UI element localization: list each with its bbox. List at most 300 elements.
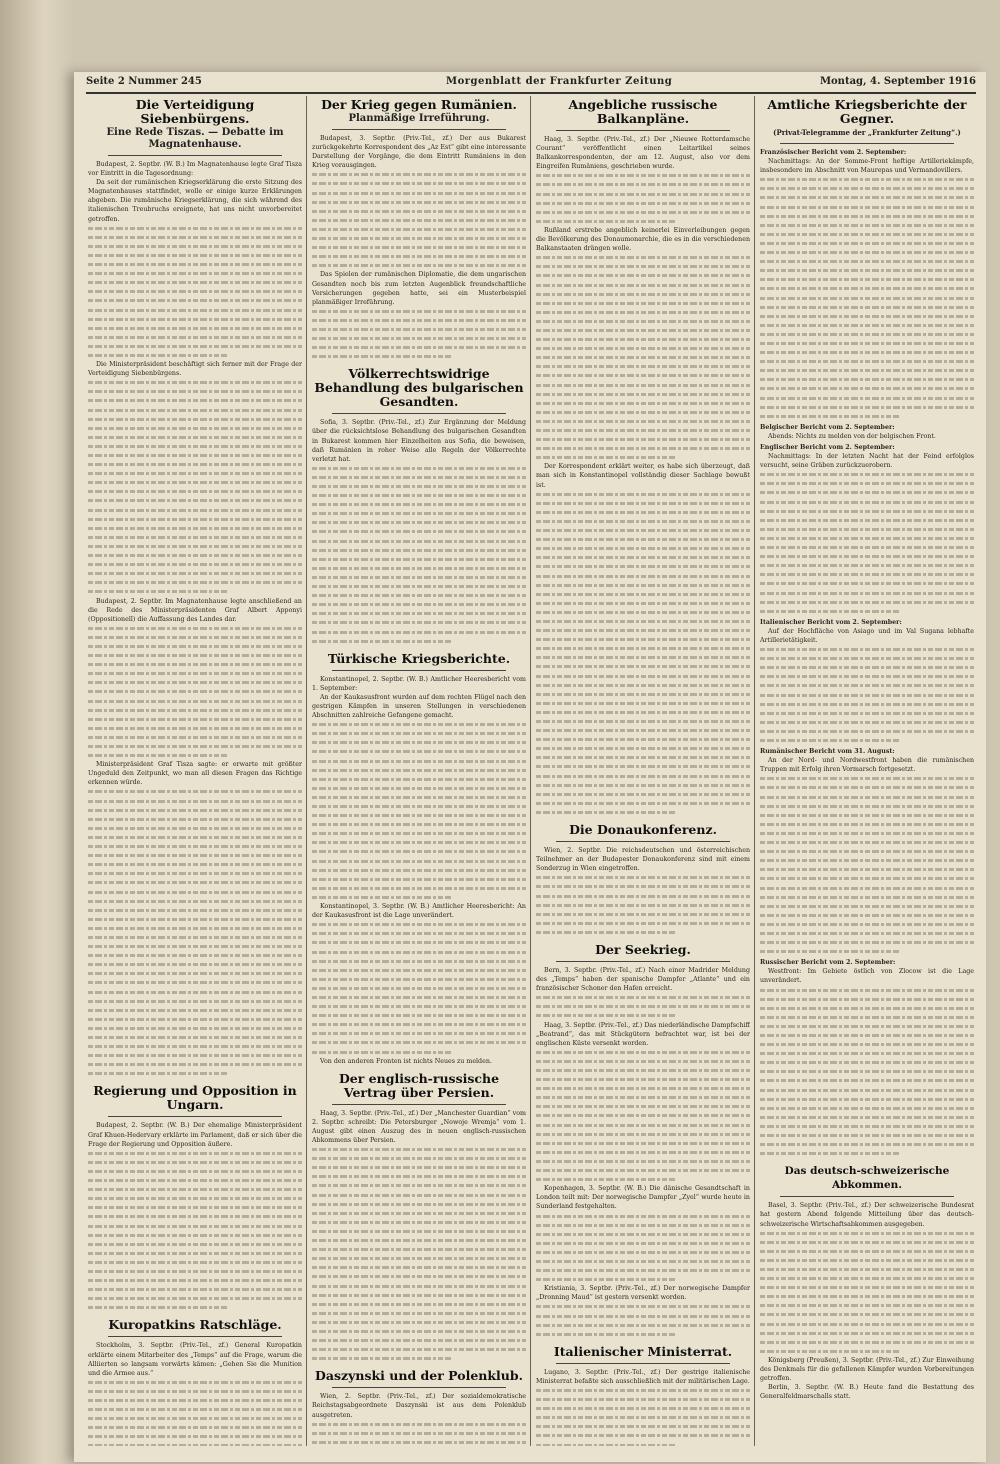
text-line — [536, 635, 750, 644]
text-line — [536, 453, 750, 462]
text-line — [760, 911, 974, 920]
text-line — [536, 326, 750, 335]
text-line — [88, 306, 302, 315]
text-line — [88, 315, 302, 324]
text-line — [760, 1086, 974, 1095]
text-line — [536, 544, 750, 553]
text-line — [88, 387, 302, 396]
text-line — [312, 1029, 526, 1038]
text-line — [536, 408, 750, 417]
text-line — [536, 499, 750, 508]
text-line — [88, 260, 302, 269]
text-line — [760, 838, 974, 847]
text-line — [536, 790, 750, 799]
text-line — [88, 751, 302, 760]
text-line — [312, 509, 526, 518]
article-paragraph: Rußland erstrebe angeblich keinerlei Einverleibungen gegen die Bevölkerung des Donaumonarchie, die es in die verschiedenen Balkanstaaten drängen wolle. — [536, 226, 750, 253]
report-heading: Französischer Bericht vom 2. September: — [760, 149, 907, 156]
text-line — [88, 860, 302, 869]
text-line — [312, 1020, 526, 1029]
header-rule — [86, 92, 976, 94]
text-line — [760, 488, 974, 497]
text-line — [88, 378, 302, 387]
text-line — [760, 902, 974, 911]
text-line — [536, 1239, 750, 1248]
text-line — [312, 252, 526, 261]
text-line — [88, 1267, 302, 1276]
text-line — [88, 1069, 302, 1078]
text-line — [88, 724, 302, 733]
text-line — [536, 353, 750, 362]
text-line — [536, 253, 750, 262]
text-line — [312, 491, 526, 500]
text-line — [312, 784, 526, 793]
text-line — [88, 706, 302, 715]
article-paragraph: Budapest, 3. Septbr. (Priv.-Tel., zf.) Der aus Bukarest zurückgekehrte Korrespondent des „Az Est“ gibt eine interessante Darstellung der Vorgänge, die dem Eintritt Rumäniens in den Krieg vorausgingen. — [312, 135, 526, 170]
text-line — [760, 321, 974, 330]
text-line — [536, 1413, 750, 1422]
article-paragraph: Der Korrespondent erklärt weiter, es habe sich überzeugt, daß man sich in Konstantinopel vollständig dieser Sachlage bewußt ist. — [536, 463, 750, 489]
text-line — [536, 1422, 750, 1431]
text-line — [88, 551, 302, 560]
text-line — [88, 715, 302, 724]
text-line — [312, 1309, 526, 1318]
text-line — [536, 735, 750, 744]
text-line — [88, 278, 302, 287]
text-line — [536, 608, 750, 617]
text-line — [88, 506, 302, 515]
text-line — [88, 269, 302, 278]
text-line — [536, 308, 750, 317]
article-rule — [556, 1363, 730, 1364]
text-line — [760, 986, 974, 995]
text-line — [760, 700, 974, 709]
text-line — [760, 947, 974, 956]
article-rule — [780, 143, 954, 144]
text-line — [312, 1291, 526, 1300]
text-line — [536, 681, 750, 690]
text-line — [536, 390, 750, 399]
article-rule — [108, 1336, 282, 1337]
text-line — [760, 802, 974, 811]
text-line — [312, 1345, 526, 1354]
article-title: Italienischer Ministerrat. — [553, 1343, 733, 1359]
text-line — [88, 406, 302, 415]
text-line — [536, 508, 750, 517]
article — [536, 943, 750, 1339]
text-line — [312, 884, 526, 893]
report-heading: Rumänischer Bericht vom 31. August: — [760, 748, 895, 756]
article-paragraph: Das Spielen der rumänischen Diplomatie, die dem ungarischen Gesandten noch bis zum letzten Augenblick freundschaftliche Versicherungen gegeben hatte, sei ein Musterbeispiel planmäßiger Irreführung. — [312, 271, 526, 306]
text-line — [760, 1031, 974, 1040]
text-line — [312, 775, 526, 784]
text-line — [88, 697, 302, 706]
text-line — [760, 1247, 974, 1256]
text-line — [88, 433, 302, 442]
text-line — [312, 1002, 526, 1011]
text-line — [760, 184, 974, 193]
text-line — [760, 230, 974, 239]
text-line — [536, 1404, 750, 1413]
text-line — [760, 663, 974, 672]
text-line — [88, 1185, 302, 1194]
text-line — [760, 847, 974, 856]
text-line — [536, 1166, 750, 1175]
article-paragraph: Die Ministerpräsident beschäftigt sich ferner mit der Frage der Verteidigung Siebenbürgens. — [88, 361, 302, 378]
text-line — [536, 744, 750, 753]
article — [312, 1369, 526, 1446]
text-line — [536, 262, 750, 271]
text-line — [760, 266, 974, 275]
text-line — [536, 726, 750, 735]
article-rule — [556, 130, 730, 131]
article-title: Türkische Kriegsberichte. — [327, 650, 511, 666]
article-title: Die Verteidigung Siebenbürgens. — [135, 97, 255, 126]
article-paragraph: Da seit der rumänischen Kriegserklärung die erste Sitzung des Magnatenhauses stattfindet, wolle er einige kurze Erklärungen abgeben. Die rumänische Kriegserklärung, die sich während des italienischen Treubruchs ereignete, hat uns nicht unvorbereitet getroffen. — [88, 179, 302, 223]
text-line — [536, 381, 750, 390]
text-line — [760, 1347, 974, 1356]
text-line — [88, 396, 302, 405]
text-line — [312, 1354, 526, 1363]
report-heading: Englischer Bericht vom 2. September: — [760, 444, 895, 451]
text-line — [760, 783, 974, 792]
text-line — [760, 1292, 974, 1301]
text-line — [312, 1154, 526, 1163]
text-line — [88, 1203, 302, 1212]
column-3 — [536, 96, 750, 1446]
text-line — [536, 662, 750, 671]
text-line — [88, 651, 302, 660]
text-line — [536, 892, 750, 901]
text-line — [312, 1263, 526, 1272]
text-line — [88, 1176, 302, 1185]
article-paragraph: Auf der Hochfläche von Asiago und im Val Sugana lebhafte Artillerietätigkeit. — [760, 627, 974, 644]
text-line — [88, 487, 302, 496]
article — [536, 98, 750, 817]
text-line — [88, 733, 302, 742]
text-line — [312, 609, 526, 618]
text-line — [760, 893, 974, 902]
text-line — [88, 451, 302, 460]
text-line — [88, 1249, 302, 1258]
text-line — [760, 874, 974, 883]
text-line — [760, 654, 974, 663]
article-rule — [556, 841, 730, 842]
text-line — [88, 842, 302, 851]
article-rule — [780, 1196, 954, 1197]
text-line — [760, 1274, 974, 1283]
text-line — [312, 482, 526, 491]
text-line — [536, 444, 750, 453]
text-line — [88, 1042, 302, 1051]
text-line — [760, 645, 974, 654]
text-line — [88, 1015, 302, 1024]
text-line — [88, 633, 302, 642]
text-line — [760, 1022, 974, 1031]
text-line — [536, 1248, 750, 1257]
text-line — [536, 928, 750, 937]
article-rule — [332, 413, 506, 414]
text-line — [536, 344, 750, 353]
text-line — [536, 1148, 750, 1157]
article-title: Angebliche russische Balkanpläne. — [568, 97, 718, 126]
text-line — [88, 642, 302, 651]
text-line — [312, 1327, 526, 1336]
text-line — [312, 838, 526, 847]
text-line — [88, 1378, 302, 1387]
text-line — [536, 435, 750, 444]
article-title: Das deutsch-schweizerische Abkommen. — [784, 1165, 950, 1192]
text-line — [536, 672, 750, 681]
text-line — [312, 1336, 526, 1345]
text-line — [88, 1033, 302, 1042]
text-line — [88, 478, 302, 487]
text-line — [760, 1140, 974, 1149]
text-line — [760, 1076, 974, 1085]
text-line — [536, 190, 750, 199]
text-line — [760, 598, 974, 607]
text-line — [536, 1395, 750, 1404]
article-title: Der englisch-russische Vertrag über Persien. — [338, 1070, 500, 1100]
article-paragraph: Königsberg (Preußen), 3. Septbr. (Priv.-Tel., zf.) Zur Einweihung des Denkmals für die gefallenen Kämpfer wurden Vorbereitungen getroffen. — [760, 1356, 974, 1383]
text-line — [312, 757, 526, 766]
text-line — [312, 189, 526, 198]
text-line — [536, 335, 750, 344]
text-line — [760, 938, 974, 947]
text-line — [312, 225, 526, 234]
text-line — [760, 525, 974, 534]
text-line — [760, 498, 974, 507]
text-line — [536, 762, 750, 771]
text-line — [536, 1266, 750, 1275]
text-line — [760, 570, 974, 579]
text-line — [760, 1104, 974, 1113]
article — [88, 98, 302, 1078]
text-line — [536, 290, 750, 299]
text-line — [536, 1130, 750, 1139]
text-line — [760, 412, 974, 421]
text-line — [536, 1066, 750, 1075]
text-line — [88, 1423, 302, 1432]
text-line — [88, 942, 302, 951]
article-paragraph: An der Nord- und Nordwestfront haben die rumänischen Truppen mit Erfolg ihren Vormarsch fortgesetzt. — [760, 757, 974, 774]
text-line — [536, 1084, 750, 1093]
text-line — [760, 811, 974, 820]
text-line — [88, 1276, 302, 1285]
text-line — [88, 233, 302, 242]
text-line — [760, 339, 974, 348]
text-line — [536, 199, 750, 208]
text-line — [536, 1002, 750, 1011]
text-line — [312, 637, 526, 646]
text-line — [760, 516, 974, 525]
text-line — [312, 1254, 526, 1263]
article — [312, 1072, 526, 1364]
text-line — [312, 1172, 526, 1181]
text-line — [536, 1111, 750, 1120]
article — [312, 367, 526, 645]
text-line — [312, 866, 526, 875]
text-line — [88, 1167, 302, 1176]
text-line — [536, 781, 750, 790]
text-line — [88, 1303, 302, 1312]
text-line — [536, 1312, 750, 1321]
text-line — [536, 1212, 750, 1221]
article-paragraph: Wien, 2. Septbr. (Priv.-Tel., zf.) Der sozialdemokratische Reichstagsabgeordnete Daszynski ist aus dem Polenklub ausgetreten. — [312, 1393, 526, 1419]
text-line — [536, 708, 750, 717]
text-line — [312, 307, 526, 316]
text-line — [536, 1157, 750, 1166]
article-subtitle: Planmäßige Irreführung. — [348, 113, 490, 124]
text-line — [312, 948, 526, 957]
text-line — [312, 618, 526, 627]
text-line — [312, 564, 526, 573]
text-line — [312, 198, 526, 207]
text-line — [760, 995, 974, 1004]
text-line — [88, 1194, 302, 1203]
text-line — [760, 561, 974, 570]
article-paragraph: Konstantinopel, 2. Septbr. (W. B.) Amtlicher Heeresbericht vom 1. September: — [312, 675, 526, 692]
text-line — [88, 997, 302, 1006]
text-line — [312, 352, 526, 361]
text-line — [88, 897, 302, 906]
issue-date: Montag, 4. September 1916 — [819, 76, 976, 87]
text-line — [312, 555, 526, 564]
column-divider — [306, 96, 307, 1446]
text-line — [760, 856, 974, 865]
text-line — [312, 207, 526, 216]
text-line — [312, 343, 526, 352]
article-paragraph: Sofia, 3. Septbr. (Priv.-Tel., zf.) Zur Ergänzung der Meldung über die rücksichtslose Behandlung des bulgarischen Gesandten in Bukarest kommen hier Einzelheiten aus Sofia, die beweisen, daß Rumänien in roher Weise alle Regeln der Völkerrechte verletzt hat. — [312, 419, 526, 463]
text-line — [536, 626, 750, 635]
text-line — [312, 875, 526, 884]
text-line — [312, 720, 526, 729]
article-paragraph: Stockholm, 3. Septbr. (Priv.-Tel., zf.) General Kuropatkin erklärte einem Mitarbeiter des „Temps“ auf die Frage, warum die Alliierten so langsam vorwärts kämen: „Gehen Sie die Munition und die Armee aus.“ — [88, 1342, 302, 1377]
text-line — [536, 1257, 750, 1266]
text-line — [312, 334, 526, 343]
text-line — [760, 1149, 974, 1158]
text-line — [312, 1227, 526, 1236]
article-paragraph: Nachmittags: An der Somme-Front heftige Artilleriekämpfe, insbesondere im Abschnitt von Maurepas und Vermandovillers. — [760, 158, 974, 175]
text-line — [312, 993, 526, 1002]
text-line — [88, 1149, 302, 1158]
text-line — [312, 957, 526, 966]
text-line — [88, 906, 302, 915]
article-paragraph: Westfront: Im Gebiete östlich von Zlocow ist die Lage unverändert. — [760, 968, 974, 985]
text-line — [760, 193, 974, 202]
article-paragraph: Wien, 2. Septbr. Die reichsdeutschen und österreichischen Teilnehmer an der Budapester Donaukonferenz sind mit einem Sonderzug in Wien eingetroffen. — [536, 847, 750, 873]
text-line — [536, 717, 750, 726]
text-line — [760, 1320, 974, 1329]
text-line — [536, 1048, 750, 1057]
text-line — [88, 742, 302, 751]
text-line — [760, 534, 974, 543]
text-line — [88, 1051, 302, 1060]
text-line — [760, 479, 974, 488]
text-line — [312, 527, 526, 536]
text-line — [536, 1230, 750, 1239]
article-title: Regierung und Opposition in Ungarn. — [93, 1083, 297, 1113]
text-line — [536, 910, 750, 919]
text-line — [312, 179, 526, 188]
text-line — [88, 933, 302, 942]
text-line — [760, 1058, 974, 1067]
article-rule — [332, 670, 506, 671]
article — [760, 1164, 974, 1401]
text-line — [760, 384, 974, 393]
text-line — [88, 251, 302, 260]
text-line — [760, 212, 974, 221]
text-line — [536, 901, 750, 910]
text-line — [536, 1057, 750, 1066]
text-line — [88, 806, 302, 815]
text-line — [88, 1414, 302, 1423]
column-4 — [760, 96, 974, 1446]
article-title: Die Donaukonferenz. — [569, 822, 717, 838]
article — [536, 823, 750, 937]
text-line — [760, 589, 974, 598]
text-line — [88, 833, 302, 842]
report-heading: Russischer Bericht vom 2. September: — [760, 959, 896, 967]
article-paragraph: Haag, 3. Septbr. (Priv.-Tel., zf.) Der „Manchester Guardian“ vom 2. Septbr. schreibt: Die Petersburger „Nowoje Wremja“ vom 1. August gibt einen Auszug des in neuen englisch-russischen Abkommens über Persien. — [312, 1109, 526, 1144]
text-line — [88, 578, 302, 587]
text-line — [760, 275, 974, 284]
text-line — [536, 919, 750, 928]
text-line — [760, 736, 974, 745]
text-line — [760, 403, 974, 412]
text-line — [760, 203, 974, 212]
text-line — [312, 473, 526, 482]
page-header — [86, 76, 976, 90]
text-line — [536, 171, 750, 180]
text-line — [312, 216, 526, 225]
text-line — [536, 699, 750, 708]
text-line — [312, 261, 526, 270]
text-line — [760, 1256, 974, 1265]
text-line — [312, 729, 526, 738]
text-line — [88, 1212, 302, 1221]
text-line — [760, 543, 974, 552]
text-line — [88, 660, 302, 669]
text-line — [536, 1330, 750, 1339]
text-line — [536, 399, 750, 408]
text-line — [312, 975, 526, 984]
text-line — [88, 1231, 302, 1240]
article-paragraph: Lugano, 3. Septbr. (Priv.-Tel., zf.) Der gestrige italienische Ministerrat befaßte sich ausschließlich mit der militärischen Lage. — [536, 1368, 750, 1385]
article-paragraph: Nachmittags: In der letzten Nacht hat der Feind erfolglos versucht, seine Gräben zurückzuerobern. — [760, 453, 974, 470]
text-line — [760, 312, 974, 321]
text-line — [760, 248, 974, 257]
text-line — [536, 753, 750, 762]
text-line — [536, 590, 750, 599]
text-line — [312, 1011, 526, 1020]
text-line — [536, 873, 750, 882]
column-2 — [312, 96, 526, 1446]
text-line — [536, 799, 750, 808]
text-line — [536, 1093, 750, 1102]
text-line — [312, 1038, 526, 1047]
article-paragraph: Berlin, 3. Septbr. (W. B.) Heute fand die Bestattung des Generalfeldmarschalls statt. — [760, 1384, 974, 1401]
text-line — [760, 1338, 974, 1347]
text-line — [760, 920, 974, 929]
text-line — [760, 1067, 974, 1076]
text-line — [312, 1145, 526, 1154]
article-subtitle: Eine Rede Tiszas. — Debatte im Magnatenhause. — [106, 127, 284, 150]
text-line — [88, 851, 302, 860]
text-line — [88, 1222, 302, 1231]
text-line — [312, 738, 526, 747]
text-line — [312, 1245, 526, 1254]
